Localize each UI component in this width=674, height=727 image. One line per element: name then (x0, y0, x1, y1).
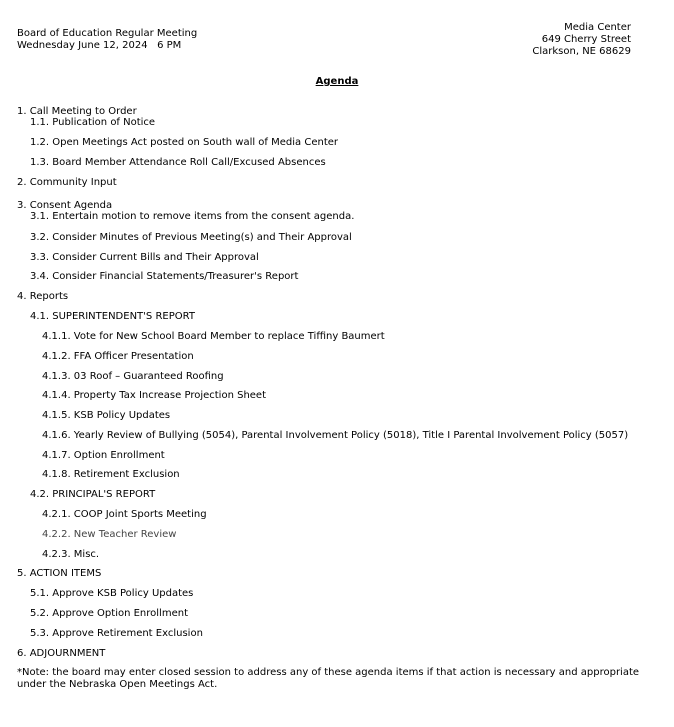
agenda-item: 4.1.1. Vote for New School Board Member to replace Tiffiny Baumert (42, 331, 385, 342)
agenda-item: 4.1.4. Property Tax Increase Projection Sheet (42, 390, 267, 401)
agenda-item: 4.1.6. Yearly Review of Bullying (5054), Parental Involvement Policy (5018), Title I Parental Involvement Policy (5057) (42, 430, 629, 441)
agenda-item: 4.1. SUPERINTENDENT'S REPORT (30, 311, 195, 322)
agenda-item: 4.1.7. Option Enrollment (42, 450, 165, 461)
agenda-item: 4.2.3. Misc. (42, 549, 100, 560)
agenda-item: 5.2. Approve Option Enrollment (30, 608, 188, 619)
agenda-item: 5.3. Approve Retirement Exclusion (30, 628, 203, 639)
location-street: 649 Cherry Street (541, 34, 631, 45)
meeting-info (17, 28, 197, 52)
agenda-item: 3. Consent Agenda (17, 200, 113, 211)
agenda-title: Agenda (315, 76, 359, 87)
meeting-name: Board of Education Regular Meeting (17, 28, 198, 39)
agenda-item: 4.1.3. 03 Roof – Guaranteed Roofing (42, 371, 224, 382)
agenda-item: 3.2. Consider Minutes of Previous Meeting(s) and Their Approval (30, 232, 352, 243)
agenda-item: 3.4. Consider Financial Statements/Treasurer's Report (30, 271, 299, 282)
agenda-item: 4.1.8. Retirement Exclusion (42, 469, 180, 480)
meeting-location (532, 22, 631, 58)
agenda-item: 3.1. Entertain motion to remove items from the consent agenda. (30, 211, 355, 222)
agenda-item: 1. Call Meeting to Order (17, 106, 137, 117)
agenda-item: 4.2. PRINCIPAL'S REPORT (30, 489, 156, 500)
location-name: Media Center (564, 22, 631, 33)
agenda-item: 4.2.2. New Teacher Review (42, 529, 177, 540)
agenda-item: 4.1.2. FFA Officer Presentation (42, 351, 194, 362)
agenda-item: 3.3. Consider Current Bills and Their Approval (30, 252, 259, 263)
agenda-item: 4. Reports (17, 291, 69, 302)
closed-session-note: *Note: the board may enter closed session to address any of these agenda items if that action is necessary and appropriate under the Nebraska Open Meetings Act. (17, 667, 640, 690)
agenda-item: 1.1. Publication of Notice (30, 117, 156, 128)
meeting-date: Wednesday June 12, 2024 6 PM (17, 40, 182, 51)
agenda-item: 4.1.5. KSB Policy Updates (42, 410, 171, 421)
agenda-item: 1.2. Open Meetings Act posted on South wall of Media Center (30, 137, 338, 148)
agenda-item: 1.3. Board Member Attendance Roll Call/Excused Absences (30, 157, 326, 168)
location-city: Clarkson, NE 68629 (532, 46, 631, 57)
agenda-item: 6. ADJOURNMENT (17, 648, 106, 659)
agenda-item: 2. Community Input (17, 177, 117, 188)
agenda-item: 5. ACTION ITEMS (17, 568, 102, 579)
agenda-item: 5.1. Approve KSB Policy Updates (30, 588, 194, 599)
agenda-item: 4.2.1. COOP Joint Sports Meeting (42, 509, 207, 520)
